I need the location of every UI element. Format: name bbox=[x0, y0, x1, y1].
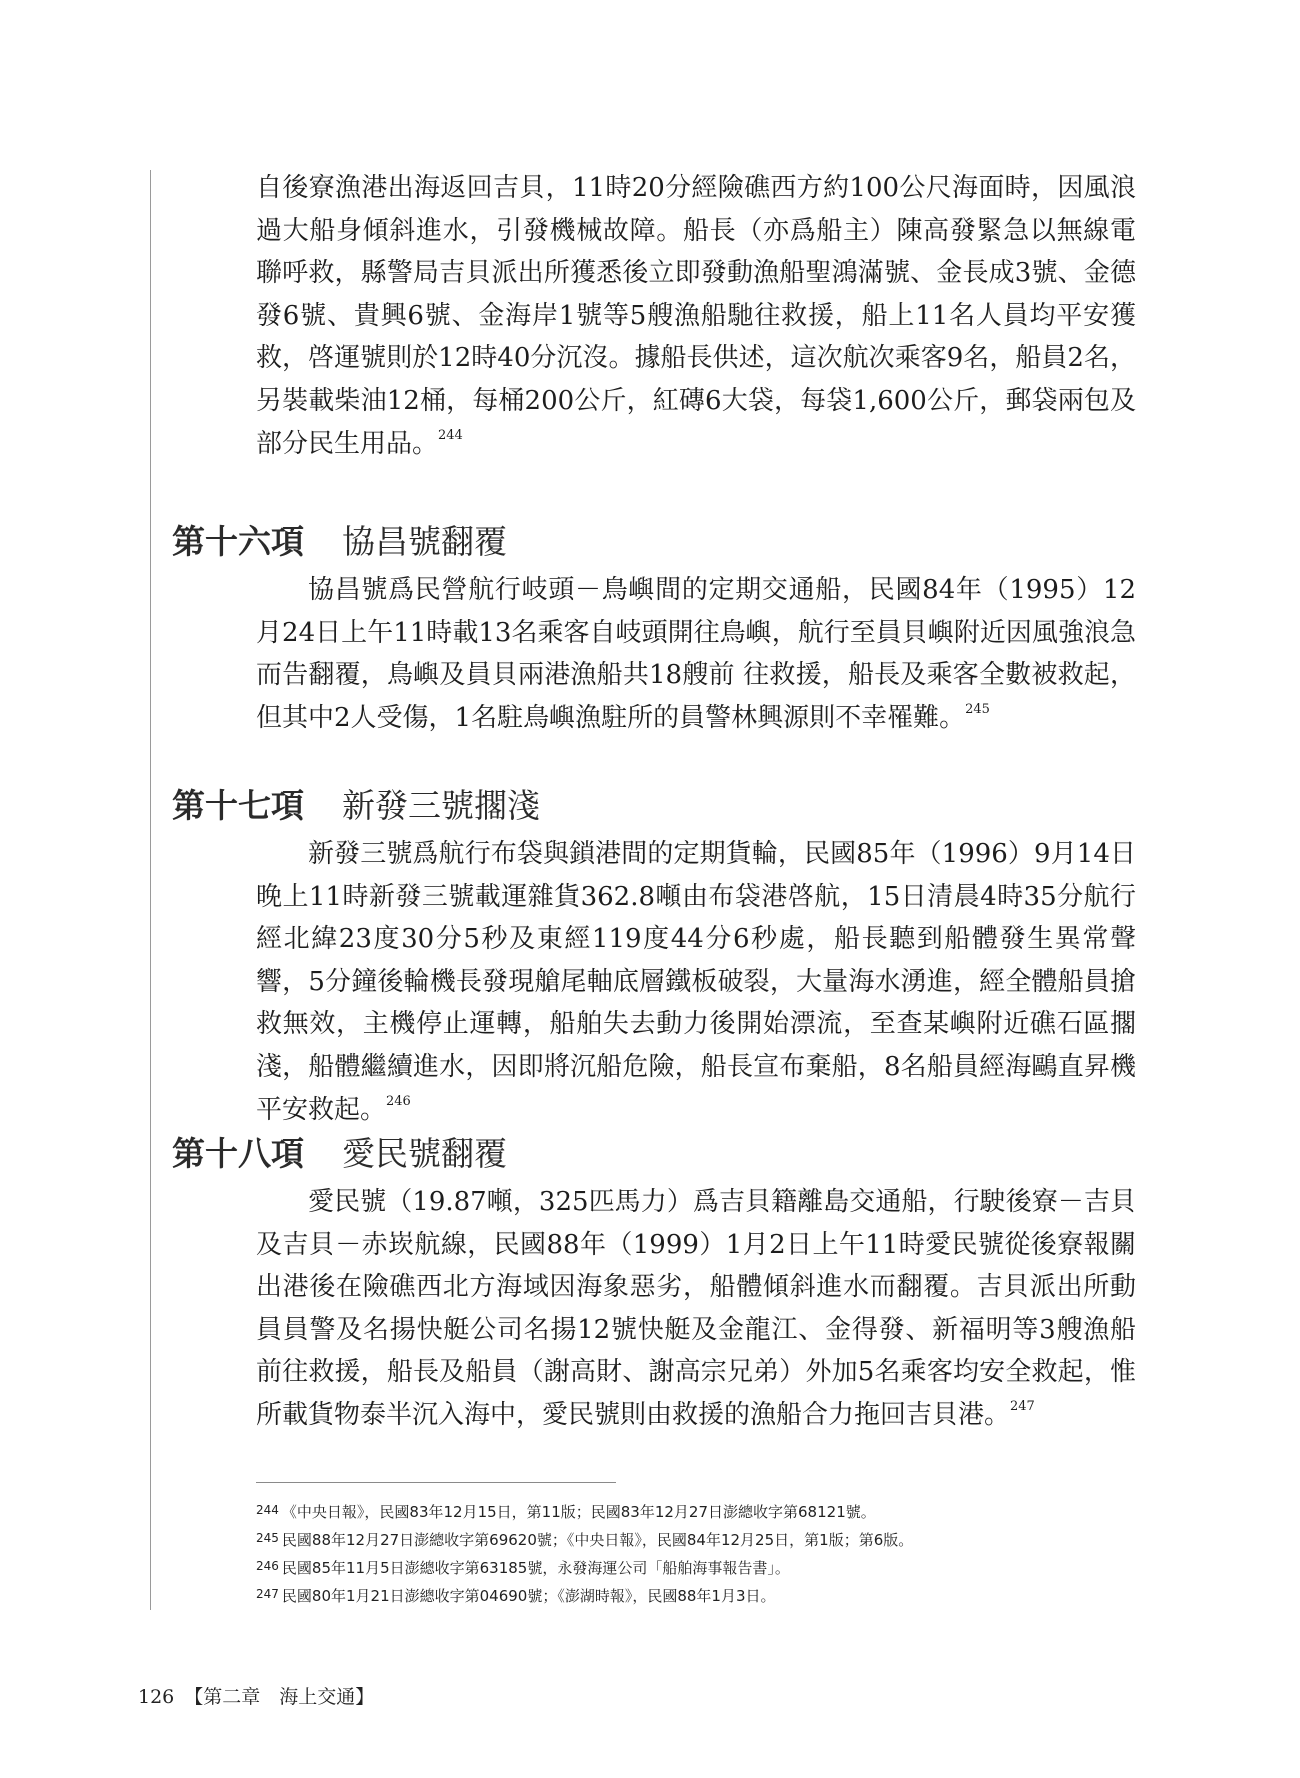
section-number: 第十八項 bbox=[172, 1134, 304, 1173]
footnote-text: 民國88年12月27日澎總收字第69620號；《中央日報》，民國84年12月25日，第1版；第6版。 bbox=[281, 1531, 914, 1549]
section-title: 協昌號翻覆 bbox=[342, 522, 507, 561]
section-number: 第十六項 bbox=[172, 522, 304, 561]
page-number: 126 bbox=[138, 1686, 175, 1708]
paragraph-text: 自後寮漁港出海返回吉貝，11時20分經險礁西方約100公尺海面時，因風浪過大船身傾斜進水，引發機械故障。船長（亦爲船主）陳高發緊急以無線電聯呼救，縣警局吉貝派出所獲悉後立即發動漁船聖鴻滿號、金長成3號、金德發6號、貴興6號、金海岸1號等5艘漁船馳往救援，船上11名人員均平安獲救，啓運號則於12時40分沉沒。據船長供述，這次航次乘客9名，船員2名，另裝載柴油12桶，每桶200公斤，紅磚6大袋，每袋1,600公斤，郵袋兩包及部分民生用品。 bbox=[256, 173, 1136, 459]
footnote-text: 《中央日報》，民國83年12月15日，第11版；民國83年12月27日澎總收字第68121號。 bbox=[281, 1503, 876, 1521]
section-paragraph bbox=[256, 569, 1136, 739]
footnote-number: 246 bbox=[256, 1559, 279, 1573]
section-heading bbox=[172, 786, 540, 826]
footnote-ref: 247 bbox=[1010, 1398, 1035, 1414]
section-title: 新發三號擱淺 bbox=[342, 786, 540, 825]
footnote-text: 民國85年11月5日澎總收字第63185號，永發海運公司「船舶海事報告書」。 bbox=[281, 1559, 790, 1577]
footnote-number: 245 bbox=[256, 1531, 279, 1545]
footnote bbox=[256, 1525, 1136, 1553]
footnote bbox=[256, 1553, 1136, 1581]
section-paragraph bbox=[256, 833, 1136, 1131]
paragraph-text: 協昌號爲民營航行岐頭－鳥嶼間的定期交通船，民國84年（1995）12月24日上午11時載13名乘客自岐頭開往鳥嶼，航行至員貝嶼附近因風強浪急而告翻覆，鳥嶼及員貝兩港漁船共18艘前 往救援，船長及乘客全數被救起，但其中2人受傷，1名駐鳥嶼漁駐所的員警林興源則不幸罹難。 bbox=[256, 575, 1136, 733]
section-paragraph bbox=[256, 1181, 1136, 1437]
section-number: 第十七項 bbox=[172, 786, 304, 825]
paragraph-text: 新發三號爲航行布袋與鎖港間的定期貨輪，民國85年（1996）9月14日晚上11時新發三號載運雜貨362.8噸由布袋港啓航，15日清晨4時35分航行經北緯23度30分5秒及東經119度44分6秒處，船長聽到船體發生異常聲響，5分鐘後輪機長發現艙尾軸底層鐵板破裂，大量海水湧進，經全體船員搶救無效，主機停止運轉，船舶失去動力後開始漂流，至查某嶼附近礁石區擱淺，船體繼續進水，因即將沉船危險，船長宣布棄船，8名船員經海鷗直昇機平安救起。 bbox=[256, 839, 1136, 1125]
page-footer bbox=[138, 1682, 374, 1709]
footnote-divider bbox=[256, 1482, 616, 1483]
footnote bbox=[256, 1497, 1136, 1525]
footnote bbox=[256, 1581, 1136, 1609]
footnotes bbox=[256, 1497, 1136, 1609]
paragraph-text: 愛民號（19.87噸，325匹馬力）爲吉貝籍離島交通船，行駛後寮－吉貝及吉貝－赤崁航線，民國88年（1999）1月2日上午11時愛民號從後寮報關出港後在險礁西北方海域因海象惡劣，船體傾斜進水而翻覆。吉貝派出所動員員警及名揚快艇公司名揚12號快艇及金龍江、金得發、新福明等3艘漁船前往救援，船長及船員（謝高財、謝高宗兄弟）外加5名乘客均安全救起，惟所載貨物泰半沉入海中，愛民號則由救援的漁船合力拖回吉貝港。 bbox=[256, 1187, 1136, 1430]
continued-paragraph bbox=[256, 167, 1136, 465]
section-title: 愛民號翻覆 bbox=[342, 1134, 507, 1173]
section-heading bbox=[172, 1134, 507, 1174]
footnote-text: 民國80年1月21日澎總收字第04690號；《澎湖時報》，民國88年1月3日。 bbox=[281, 1587, 776, 1605]
section-heading bbox=[172, 522, 507, 562]
footnote-number: 247 bbox=[256, 1587, 279, 1601]
footnote-number: 244 bbox=[256, 1503, 279, 1517]
footnote-ref: 245 bbox=[965, 701, 990, 717]
footnote-ref: 244 bbox=[438, 427, 463, 443]
margin-rule bbox=[150, 170, 151, 1610]
chapter-label: 【第二章 海上交通】 bbox=[184, 1686, 375, 1708]
footnote-ref: 246 bbox=[386, 1093, 411, 1109]
